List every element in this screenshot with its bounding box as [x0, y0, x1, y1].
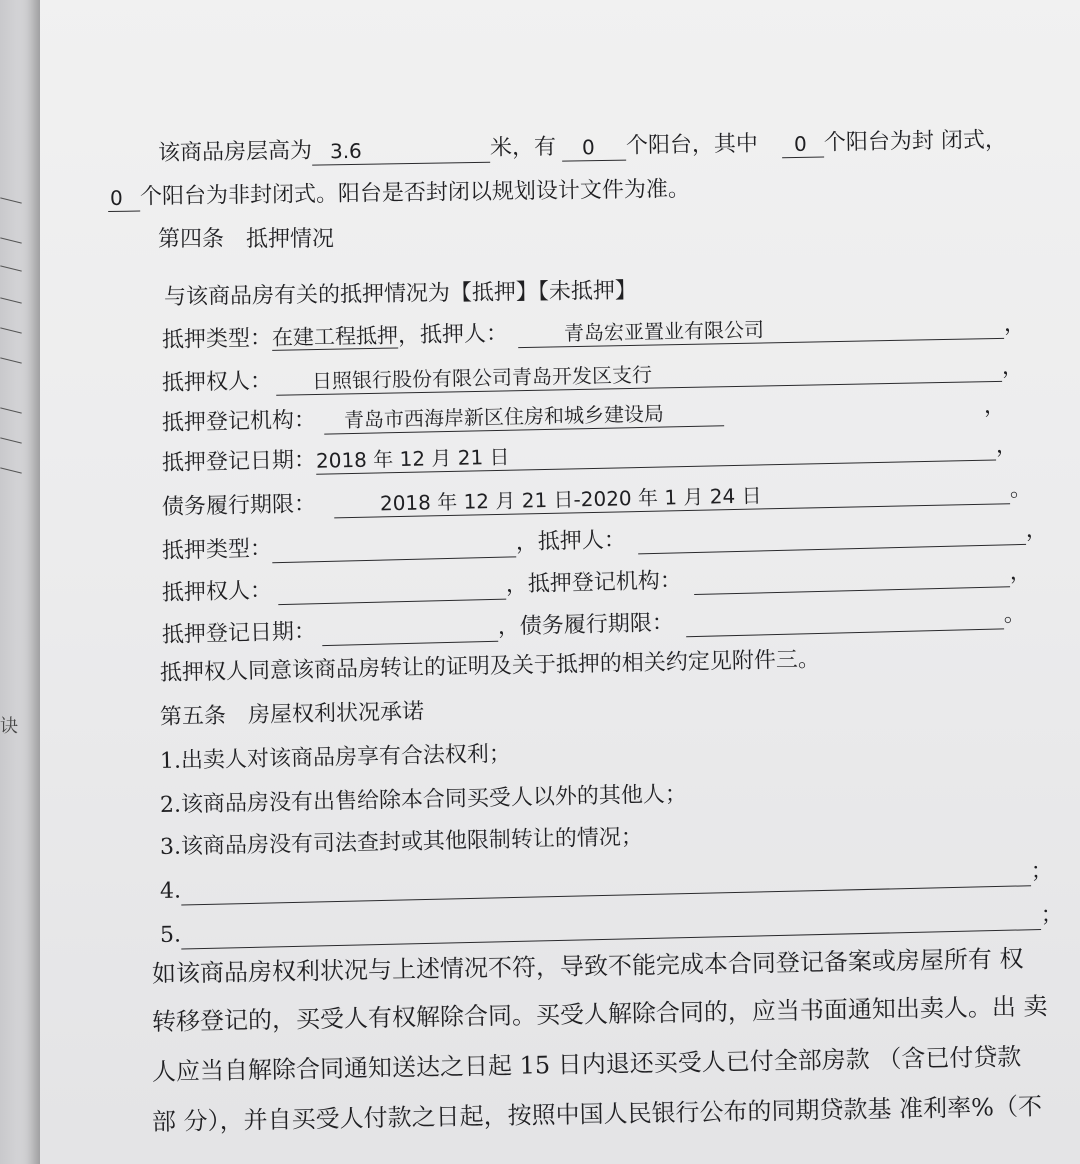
debt-term-line: 债务履行期限： 2018 年 12 月 21 日-2020 年 1 月 24 日 。 — [161, 476, 1033, 520]
open-balcony-value: 0 — [108, 185, 140, 212]
blank-date-line: 抵押登记日期： ，债务履行期限： 。 — [161, 601, 1027, 648]
registration-agency-line: 抵押登记机构： 青岛市西海岸新区住房和城乡建设局 ， — [161, 393, 1007, 436]
promise-2: 2.该商品房没有出售给除本合同买受人以外的其他人； — [159, 781, 688, 818]
closed-balcony-value: 0 — [782, 131, 824, 159]
floor-height-line: 该商品房层高为 3.6 米，有 0 个阳台，其中 0 个阳台为封 闭式， — [157, 127, 1008, 166]
mortgagor-value: 青岛宏亚置业有限公司 — [518, 312, 1004, 348]
registration-agency-value: 青岛市西海岸新区住房和城乡建设局 — [324, 399, 724, 434]
floor-height-value: 3.6 — [312, 136, 490, 166]
annex-note: 抵押权人同意该商品房转让的证明及关于抵押的相关约定见附件三。 — [159, 647, 821, 686]
debt-term-value: 2018 年 12 月 21 日-2020 年 1 月 24 日 — [334, 477, 1010, 518]
registration-date-line: 抵押登记日期：2018 年 12 月 21 日 ， — [161, 433, 1019, 476]
paragraph-line-2: 转移登记的，买受人有权解除合同。买受人解除合同的，应当书面通知出卖人。出 卖 — [151, 992, 1048, 1036]
blank-mortgagee-field — [278, 573, 507, 606]
open-balcony-line: 0 个阳台为非封闭式。阳台是否封闭以规划设计文件为准。 — [108, 176, 690, 212]
paragraph-line-1: 如该商品房权利状况与上述情况不符，导致不能完成本合同登记备案或房屋所有 权 — [151, 944, 1024, 988]
mortgage-status-line: 与该商品房有关的抵押情况为【抵押】【未抵押】 — [163, 278, 638, 310]
paragraph-line-4: 部 分），并自买受人付款之日起，按照中国人民银行公布的同期贷款基 准利率%（不 — [151, 1092, 1043, 1136]
balcony-count-value: 0 — [562, 134, 626, 162]
back-page-text: 诀 — [0, 716, 18, 737]
promise-5: 5.； — [159, 902, 1064, 948]
promise-4: 4.； — [159, 858, 1054, 904]
promise-1: 1.出卖人对该商品房享有合法权利； — [159, 741, 512, 774]
blank-mortgage-type-line: 抵押类型： ，抵押人： ， — [161, 517, 1049, 564]
mortgage-type-line: 抵押类型：在建工程抵押，抵押人： 青岛宏亚置业有限公司 ， — [161, 311, 1027, 353]
paragraph-line-3: 人应当自解除合同通知送达之日起 15 日内退还买受人已付全部房款 （含已付贷款 — [151, 1042, 1022, 1086]
article-4-title: 第四条 抵押情况 — [158, 227, 335, 252]
mortgage-type-value: 在建工程抵押 — [271, 323, 399, 350]
article-5-title: 第五条 房屋权利状况承诺 — [159, 699, 425, 730]
mortgagee-value: 日照银行股份有限公司青岛开发区支行 — [276, 355, 1002, 396]
blank-mortgagee-line: 抵押权人： ，抵押登记机构： ， — [161, 559, 1033, 606]
mortgagee-line: 抵押权人： 日照银行股份有限公司青岛开发区支行 ， — [161, 354, 1025, 396]
blank-date-field — [322, 615, 499, 646]
registration-date-value: 2018 年 12 月 21 日 — [316, 434, 996, 475]
promise-3: 3.该商品房没有司法查封或其他限制转让的情况； — [159, 824, 644, 860]
